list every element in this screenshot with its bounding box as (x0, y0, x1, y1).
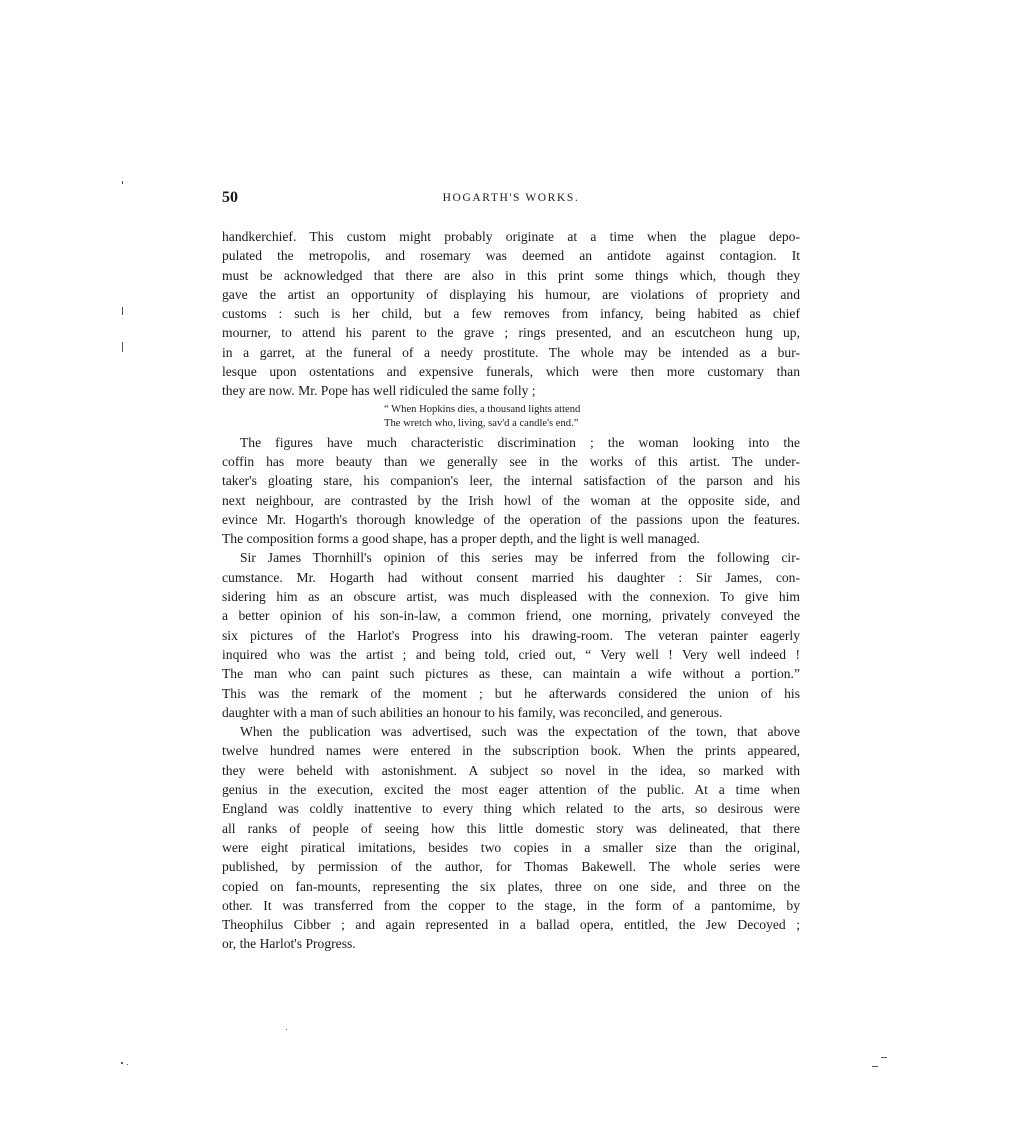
body-text (222, 227, 800, 954)
text-line: handkerchief. This custom might probably originate at a time when the plague depo- (222, 229, 800, 244)
text-line: other. It was transferred from the copper to the stage, in the form of a pantomime, by (222, 897, 800, 913)
text-line: Theophilus Cibber ; and again represented in a ballad opera, entitled, the Jew Decoyed ; (222, 917, 800, 933)
text-line: all ranks of people of seeing how this little domestic story was delineated, that there (222, 820, 800, 836)
text-line: copied on fan-mounts, representing the six plates, three on one side, and three on the (222, 878, 800, 894)
text-line: published, by permission of the author, for Thomas Bakewell. The whole series were (222, 859, 800, 875)
scan-speck (122, 342, 123, 352)
paragraph (222, 227, 800, 401)
scan-speck (122, 307, 123, 315)
page-header (222, 189, 800, 211)
scan-speck (881, 1057, 887, 1058)
text-line: twelve hundred names were entered in the subscription book. When the prints appeared, (222, 743, 800, 759)
text-line: a better opinion of his son-in-law, a common friend, one morning, privately conveyed the (222, 608, 800, 624)
text-line: cumstance. Mr. Hogarth had without consent married his daughter : Sir James, con- (222, 569, 800, 585)
text-line: inquired who was the artist ; and being told, cried out, “ Very well ! Very well indeed ! (222, 646, 800, 662)
paragraph (222, 722, 800, 954)
text-line: six pictures of the Harlot's Progress into his drawing-room. The veteran painter eagerly (222, 627, 800, 643)
text-line: pulated the metropolis, and rosemary was deemed an antidote against contagion. It (222, 248, 800, 264)
text-line: gave the artist an opportunity of displaying his humour, are violations of propriety and (222, 286, 800, 302)
text-line: coffin has more beauty than we generally see in the works of this artist. The under- (222, 453, 800, 469)
text-line: sidering him as an obscure artist, was much displeased with the connexion. To give him (222, 589, 800, 605)
scan-speck (872, 1066, 878, 1067)
text-line: The composition forms a good shape, has a proper depth, and the light is well managed. (222, 531, 700, 547)
text-line: were eight piratical imitations, besides two copies in a smaller size than the original, (222, 839, 800, 855)
text-line: England was coldly inattentive to every thing which related to the arts, so desirous were (222, 801, 800, 817)
quote-line: The wretch who, living, sav'd a candle's end.” (384, 417, 579, 429)
scan-speck (286, 1029, 287, 1030)
text-line: lesque upon ostentations and expensive funerals, which were then more customary than (222, 364, 800, 380)
text-line: customs : such is her child, but a few removes from infancy, being habited as chief (222, 306, 800, 322)
page-number: 50 (222, 189, 238, 206)
text-line: The man who can paint such pictures as these, can maintain a wife without a portion.” (222, 666, 800, 682)
scan-speck (122, 181, 123, 184)
text-line: next neighbour, are contrasted by the Irish howl of the woman at the opposite side, and (222, 492, 800, 508)
text-line: or, the Harlot's Progress. (222, 936, 356, 952)
text-line: evince Mr. Hogarth's thorough knowledge of the operation of the passions upon the features. (222, 511, 800, 527)
text-line: daughter with a man of such abilities an honour to his family, was reconciled, and generous. (222, 704, 723, 720)
running-title: HOGARTH'S WORKS. (442, 192, 580, 204)
scan-speck (121, 1062, 123, 1064)
scan-speck (127, 1064, 128, 1065)
text-line: mourner, to attend his parent to the grave ; rings presented, and an escutcheon hung up, (222, 325, 800, 341)
text-line: they were beheld with astonishment. A subject so novel in the idea, so marked with (222, 762, 800, 778)
quote-line: “ When Hopkins dies, a thousand lights attend (384, 403, 581, 415)
text-line: in a garret, at the funeral of a needy prostitute. The whole may be intended as a bur- (222, 344, 800, 360)
block-quote (384, 403, 800, 431)
text-line: genius in the execution, excited the most eager attention of the public. At a time when (222, 782, 800, 798)
text-line: taker's gloating stare, his companion's leer, the internal satisfaction of the parson and his (222, 473, 800, 489)
text-line: The figures have much characteristic discrimination ; the woman looking into the (240, 434, 800, 450)
text-line: This was the remark of the moment ; but he afterwards considered the union of his (222, 685, 800, 701)
text-line: When the publication was advertised, such was the expectation of the town, that above (240, 724, 800, 740)
paragraph (222, 433, 800, 549)
text-line: Sir James Thornhill's opinion of this series may be inferred from the following cir- (240, 550, 800, 566)
text-line: they are now. Mr. Pope has well ridiculed the same folly ; (222, 383, 536, 399)
text-line: must be acknowledged that there are also in this print some things which, though they (222, 267, 800, 283)
paragraph (222, 548, 800, 722)
